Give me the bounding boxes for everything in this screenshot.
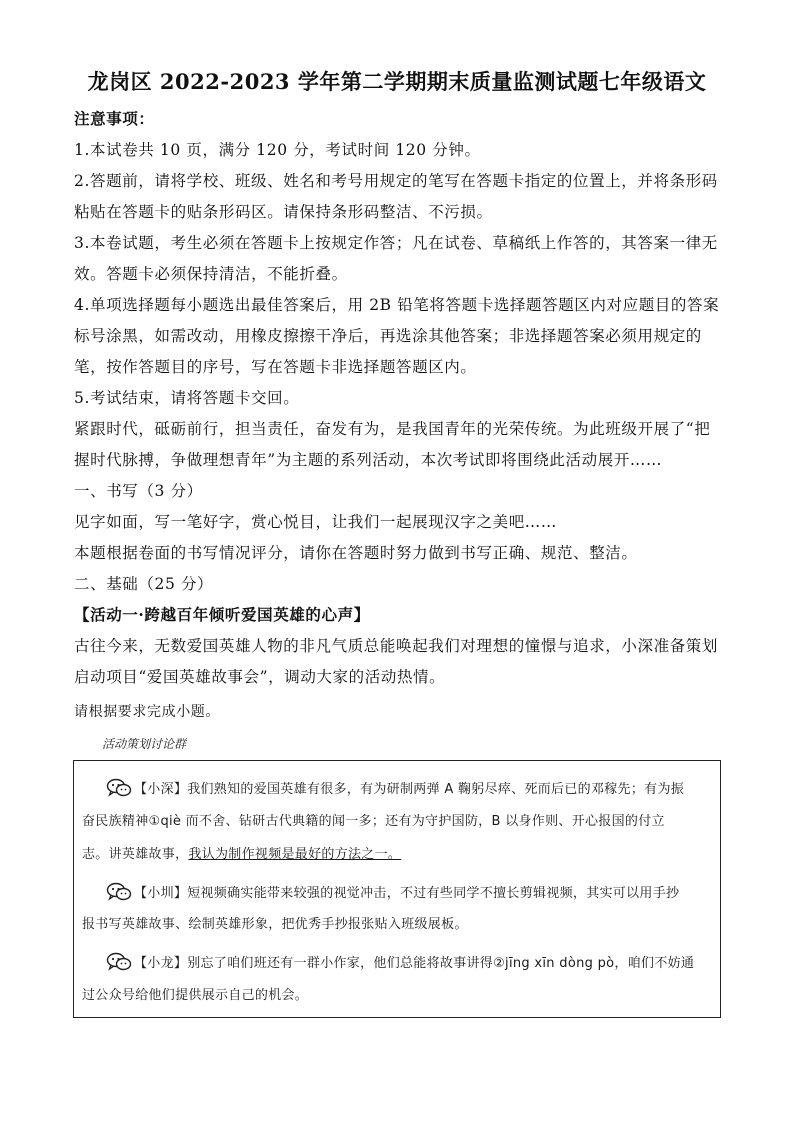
chat-message-1-line-3: 志。讲英雄故事，我认为制作视频是最好的方法之一。	[82, 847, 402, 862]
wechat-icon	[106, 778, 132, 798]
wechat-icon	[106, 882, 132, 902]
notice-item-4c: 笔，按作答题目的序号，写在答题卡非选择题答题区内。	[74, 358, 477, 376]
notice-item-3a: 3.本卷试题，考生必须在答题卡上按规定作答；凡在试卷、草稿纸上作答的，其答案一律无	[74, 234, 718, 252]
notice-item-4a: 4.单项选择题每小题选出最佳答案后，用 2B 铅笔将答题卡选择题答题区内对应题目的答案	[74, 296, 720, 314]
notice-item-2a: 2.答题前，请将学校、班级、姓名和考号用规定的笔写在答题卡指定的位置上，并将条形码	[74, 172, 718, 190]
activity-title: 【活动一·跨越百年倾听爱国英雄的心声】	[74, 605, 370, 624]
activity-text-2: 启动项目“爱国英雄故事会”，调动大家的活动热情。	[74, 668, 446, 686]
intro-line-2: 握时代脉搏，争做理想青年”为主题的系列活动，本次考试即将围绕此活动展开……	[74, 451, 663, 469]
chat-message-3-line-1: 【小龙】别忘了咱们班还有一群小作家，他们总能将故事讲得②jīng xīn dòng pò，咱们不妨通	[106, 952, 694, 974]
chat-caption: 活动策划讨论群	[102, 737, 187, 751]
notice-item-2b: 粘贴在答题卡的贴条形码区。请保持条形码整洁、不污损。	[74, 203, 493, 221]
section-1-heading: 一、书写（3 分）	[74, 482, 203, 500]
notice-heading: 注意事项：	[74, 109, 155, 128]
notice-item-3b: 效。答题卡必须保持清洁，不能折叠。	[74, 265, 348, 283]
section-1-text-2: 本题根据卷面的书写情况评分，请你在答题时努力做到书写正确、规范、整洁。	[74, 544, 638, 562]
section-1-text-1: 见字如面，写一笔好字，赏心悦目，让我们一起展现汉字之美吧……	[74, 513, 558, 531]
chat-message-3-line-2: 过公众号给他们提供展示自己的机会。	[82, 988, 309, 1003]
intro-line-1: 紧跟时代，砥砺前行，担当责任，奋发有为，是我国青年的光荣传统。为此班级开展了“把	[74, 420, 711, 438]
wechat-icon	[106, 952, 132, 972]
chat-message-1-line-1: 【小深】我们熟知的爱国英雄有很多，有为研制两弹 A 鞠躬尽瘁、死而后已的邓稼先；有为振	[106, 778, 684, 800]
notice-item-4b: 标号涂黑，如需改动，用橡皮擦擦干净后，再选涂其他答案；非选择题答案必须用规定的	[74, 327, 702, 345]
underlined-sentence: 我认为制作视频是最好的方法之一。	[188, 847, 402, 862]
chat-message-2-line-2: 报书写英雄故事、绘制英雄形象，把优秀手抄报张贴入班级展板。	[82, 917, 468, 932]
instruction: 请根据要求完成小题。	[74, 704, 220, 720]
chat-message-1-line-2: 奋民族精神①qiè 而不舍、钻研古代典籍的闻一多；还有为守护国防，B 以身作则、开心报国的付立	[82, 814, 665, 829]
section-2-heading: 二、基础（25 分）	[74, 575, 214, 593]
activity-text-1: 古往今来，无数爱国英雄人物的非凡气质总能唤起我们对理想的憧憬与追求，小深准备策划	[74, 637, 719, 655]
page-title: 龙岗区 2022-2023 学年第二学期期末质量监测试题七年级语文	[87, 69, 707, 94]
chat-message-2-line-1: 【小圳】短视频确实能带来较强的视觉冲击，不过有些同学不擅长剪辑视频，其实可以用手抄	[106, 882, 679, 904]
notice-item-5: 5.考试结束，请将答题卡交回。	[74, 389, 300, 407]
notice-item-1: 1.本试卷共 10 页，满分 120 分，考试时间 120 分钟。	[74, 141, 481, 159]
